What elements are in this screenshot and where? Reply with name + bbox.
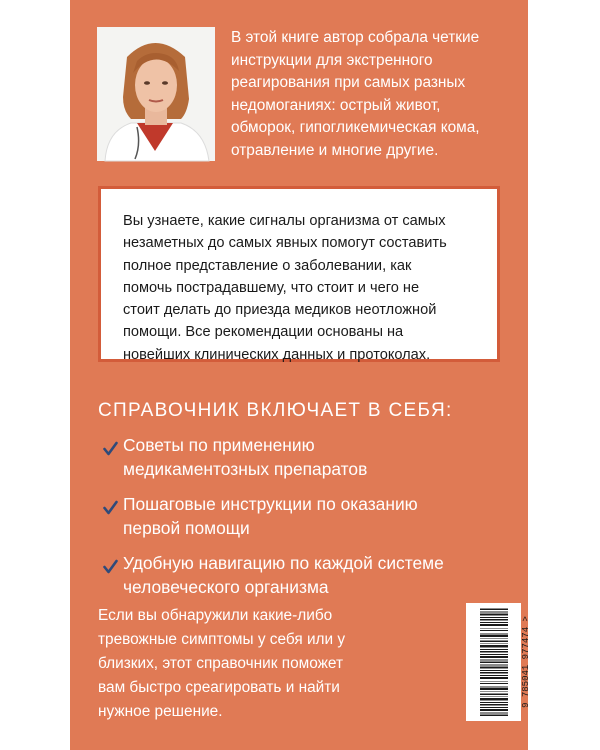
list-item-line: медикаментозных препаратов [123,459,368,479]
list-item-line: Удобную навигацию по каждой системе [123,553,444,573]
list-item-line: первой помощи [123,518,250,538]
book-back-cover [70,0,531,750]
list-item [103,551,523,599]
isbn-barcode [466,603,531,721]
info-box-line: Вы узнаете, какие сигналы организма от самых [123,213,446,229]
intro-line: отравление и многие другие. [231,141,439,159]
intro-line: В этой книге автор собрала четкие [231,29,480,46]
checkmark-icon [103,559,118,574]
info-box-line: новейших клинических данных и протоколах. [123,346,431,363]
outro-line: близких, этот справочник поможет [98,655,344,672]
list-item-line: человеческого организма [123,577,329,597]
intro-line: недомоганиях: острый живот, [231,96,441,114]
checkmark-icon [103,500,118,515]
barcode-bars [480,608,508,716]
intro-line: инструкции для экстренного [231,51,433,69]
info-box-line: стоит делать до приезда медиков неотложной [123,302,437,319]
author-portrait-image [97,27,215,161]
contents-heading: СПРАВОЧНИК ВКЛЮЧАЕТ В СЕБЯ: [98,400,453,421]
list-item-line: Советы по применению [123,435,315,455]
outro-line: Если вы обнаружили какие-либо [98,607,333,624]
contents-list [103,433,523,610]
outro-line: вам быстро среагировать и найти [98,679,340,696]
intro-line: реагирования при самых разных [231,74,466,91]
info-box [98,186,500,362]
list-item [103,492,523,540]
info-box-line: помочь пострадавшему, что стоит и чего не [123,279,420,296]
barcode-digits: 9 785041 977474 > [521,616,531,708]
intro-line: обморок, гипогликемическая кома, [231,119,480,136]
checkmark-icon [103,441,118,456]
list-item [103,433,523,481]
outro-text [98,604,398,724]
info-box-line: полное представление о заболевании, как [123,257,412,274]
intro-text [231,27,521,162]
info-box-line: помощи. Все рекомендации основаны на [123,324,404,341]
outro-line: тревожные симптомы у себя или у [98,631,346,648]
outro-line: нужное решение. [98,703,223,720]
list-item-line: Пошаговые инструкции по оказанию [123,494,418,514]
info-box-line: незаметных до самых явных помогут составить [123,235,447,252]
author-photo [97,27,215,161]
